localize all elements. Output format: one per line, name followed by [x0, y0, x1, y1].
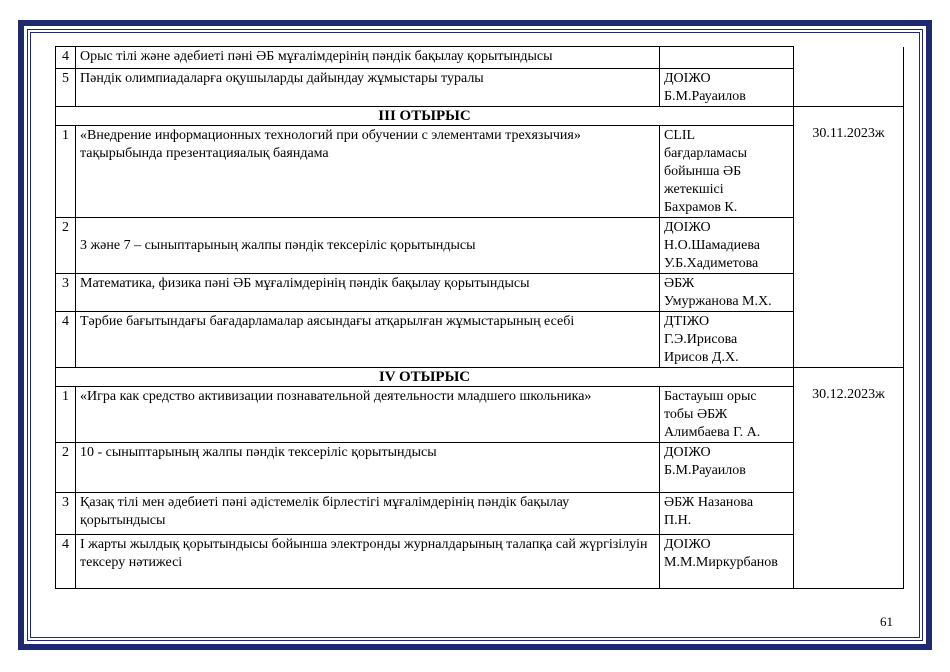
responsible-line: жетекшісі	[664, 182, 724, 197]
section-header-row	[56, 368, 904, 387]
responsible-line: М.М.Миркурбанов	[664, 555, 778, 570]
responsible-line: ДОІЖО	[664, 220, 711, 235]
row-number: 4	[56, 312, 76, 368]
responsible-line: Бастауыш орыс	[664, 389, 757, 404]
responsible-cell	[660, 443, 794, 493]
table-row	[56, 312, 904, 368]
row-number: 4	[56, 535, 76, 589]
table-row	[56, 274, 904, 312]
agenda-item-text: 10 - сыныптарының жалпы пәндік тексеріліс қорытындысы	[76, 443, 660, 493]
row-number: 2	[56, 218, 76, 274]
row-number: 5	[56, 69, 76, 107]
meeting-date: 30.11.2023ж	[794, 107, 904, 368]
table-row	[56, 535, 904, 589]
section-title: III ОТЫРЫС	[56, 107, 794, 126]
responsible-cell	[660, 47, 794, 69]
responsible-line: ӘБЖ Назанова	[664, 495, 754, 510]
meeting-plan-table	[55, 46, 904, 589]
row-number: 4	[56, 47, 76, 69]
responsible-line: бойынша ӘБ	[664, 164, 742, 179]
responsible-line: Б.М.Рауаилов	[664, 89, 746, 104]
row-number: 1	[56, 387, 76, 443]
responsible-line: Умуржанова М.Х.	[664, 294, 772, 309]
responsible-line: CLIL	[664, 128, 696, 143]
responsible-line: ДОІЖО	[664, 445, 711, 460]
responsible-line: ӘБЖ	[664, 276, 695, 291]
responsible-line: Г.Э.Ирисова	[664, 332, 738, 347]
responsible-line: П.Н.	[664, 513, 692, 528]
responsible-cell	[660, 274, 794, 312]
responsible-line: бағдарламасы	[664, 146, 748, 161]
table-row	[56, 47, 904, 69]
responsible-cell	[660, 535, 794, 589]
responsible-cell	[660, 493, 794, 535]
row-number: 2	[56, 443, 76, 493]
responsible-cell	[660, 126, 794, 218]
agenda-item-text: Орыс тілі және әдебиеті пәні ӘБ мұғалімдерінің пәндік бақылау қорытындысы	[76, 47, 660, 69]
agenda-item-text: І жарты жылдық қорытындысы бойынша электронды журналдарының талапқа сай жүргізілуін тексеру нәтижесі	[76, 535, 660, 589]
responsible-line: Ирисов Д.Х.	[664, 350, 739, 365]
responsible-line: ДОІЖО	[664, 71, 711, 86]
table-row	[56, 387, 904, 443]
agenda-item-text: Математика, физика пәні ӘБ мұғалімдерінің пәндік бақылау қорытындысы	[76, 274, 660, 312]
responsible-line: Бахрамов К.	[664, 200, 738, 215]
row-number: 3	[56, 274, 76, 312]
agenda-item-text: «Внедрение информационных технологий при обучении с элементами трехязычия» тақырыбында презентацияалық баяндама	[76, 126, 660, 218]
responsible-cell	[660, 387, 794, 443]
responsible-cell	[660, 312, 794, 368]
responsible-line: ДТІЖО	[664, 314, 710, 329]
table-row	[56, 126, 904, 218]
responsible-line: У.Б.Хадиметова	[664, 256, 759, 271]
meeting-date: 30.12.2023ж	[794, 368, 904, 589]
responsible-cell	[660, 218, 794, 274]
responsible-line: тобы ӘБЖ	[664, 407, 728, 422]
table-row	[56, 218, 904, 274]
date-cell-blank	[794, 47, 904, 107]
responsible-cell	[660, 69, 794, 107]
page-number: 61	[880, 614, 893, 629]
section-title: IV ОТЫРЫС	[56, 368, 794, 387]
row-number: 3	[56, 493, 76, 535]
agenda-item-text: «Игра как средство активизации познавательной деятельности младшего школьника»	[76, 387, 660, 443]
responsible-line: Б.М.Рауаилов	[664, 463, 746, 478]
responsible-line: Н.О.Шамадиева	[664, 238, 761, 253]
section-header-row	[56, 107, 904, 126]
agenda-item-text: Қазақ тілі мен әдебиеті пәні әдістемелік бірлестігі мұғалімдерінің пәндік бақылау қорытындысы	[76, 493, 660, 535]
table-row	[56, 493, 904, 535]
responsible-line: ДОІЖО	[664, 537, 711, 552]
agenda-item-text: 3 және 7 – сыныптарының жалпы пәндік тексеріліс қорытындысы	[76, 218, 660, 274]
responsible-line: Алимбаева Г. А.	[664, 425, 761, 440]
agenda-item-text: Пәндік олимпиадаларға оқушыларды дайындау жұмыстары туралы	[76, 69, 660, 107]
table-row	[56, 443, 904, 493]
table-row	[56, 69, 904, 107]
agenda-item-text: Тәрбие бағытындағы бағадарламалар аясындағы атқарылған жұмыстарының есебі	[76, 312, 660, 368]
row-number: 1	[56, 126, 76, 218]
